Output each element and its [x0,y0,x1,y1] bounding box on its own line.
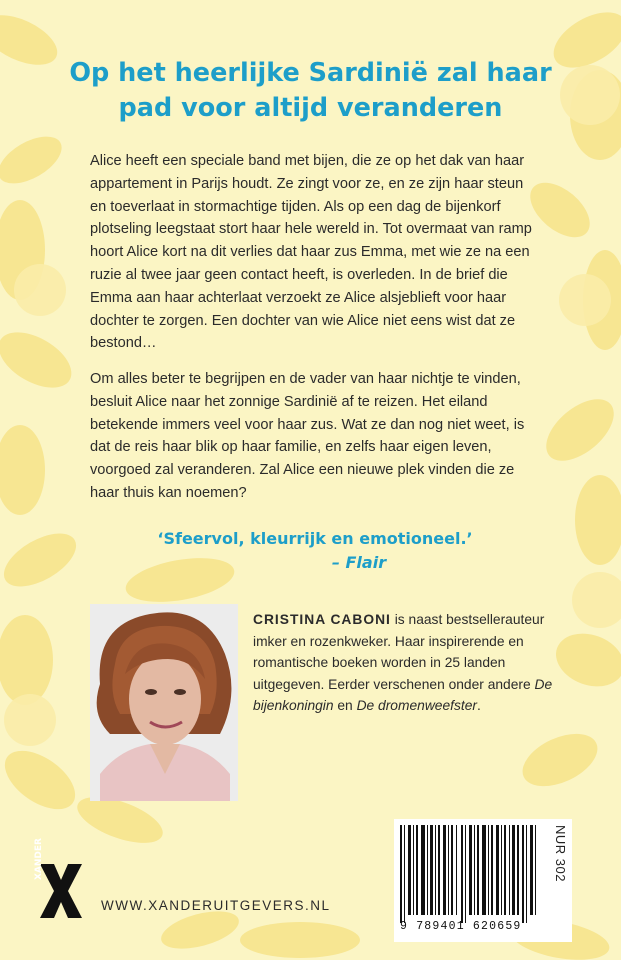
author-bio-end: . [476,698,481,714]
author-photo [90,604,238,801]
blurb-paragraph-1: Alice heeft een speciale band met bijen, die ze op het dak van haar appartement in Parijs houdt. Ze zingt voor ze, en ze zijn haar steun en toeverlaat in stormachtige tijden. Als op een dag de bijenkorf plotseling leegstaat stort haar hele wereld in. Tot overmaat van ramp hoort Alice kort na dit verlies dat haar zus Emma, met wie ze na een ruzie al twee jaar geen contact heeft, is overleden. In de brief die Emma aan haar achterlaat verzoekt ze Alice alsjeblieft voor haar dochter te zorgen. Een dochter van wie Alice niet eens wist dat ze bestond… [90,153,532,352]
barcode-icon [398,825,538,923]
review-source: – Flair [331,553,387,572]
book-title-1: De bijenkoningin [253,676,553,714]
book-title-2: De dromenweefster [356,698,477,714]
blurb-paragraph-2: Om alles beter te begrijpen en de vader van haar nichtje te vinden, besluit Alice naar het zonnige Sardinië af te reizen. Het eiland betekende immers veel voor haar zus. Wat ze dan nog niet weet, is dat de reis haar blik op haar familie, en zelfs haar eigen leven, voorgoed zal veranderen. Zal Alice een nieuwe plek vinden die ze haar thuis kan noemen? [90,371,525,501]
author-bio [253,609,553,717]
publisher-logo-text: XANDER [34,838,44,880]
author-bio-part-1: is naast bestsellerauteur imker en rozenkweker. Haar inspirerende en romantische boeken worden in 25 landen uitgegeven. Eerder verschenen onder andere [253,612,545,692]
isbn-number: 9 789401 620659 [400,920,522,933]
author-name: CRISTINA CABONI [253,612,391,627]
review-quote-text: ‘Sfeervol, kleurrijk en emotioneel.’ [157,529,473,548]
publisher-website[interactable]: WWW.XANDERUITGEVERS.NL [101,898,331,913]
xander-logo-icon [38,862,84,920]
headline-line-2: pad voor altijd veranderen [118,93,503,123]
headline [40,56,581,126]
author-bio-part-2: en [333,698,357,714]
review-quote [150,527,480,575]
nur-code: NUR 302 [553,825,568,882]
headline-line-1: Op het heerlijke Sardinië zal haar [69,58,552,88]
